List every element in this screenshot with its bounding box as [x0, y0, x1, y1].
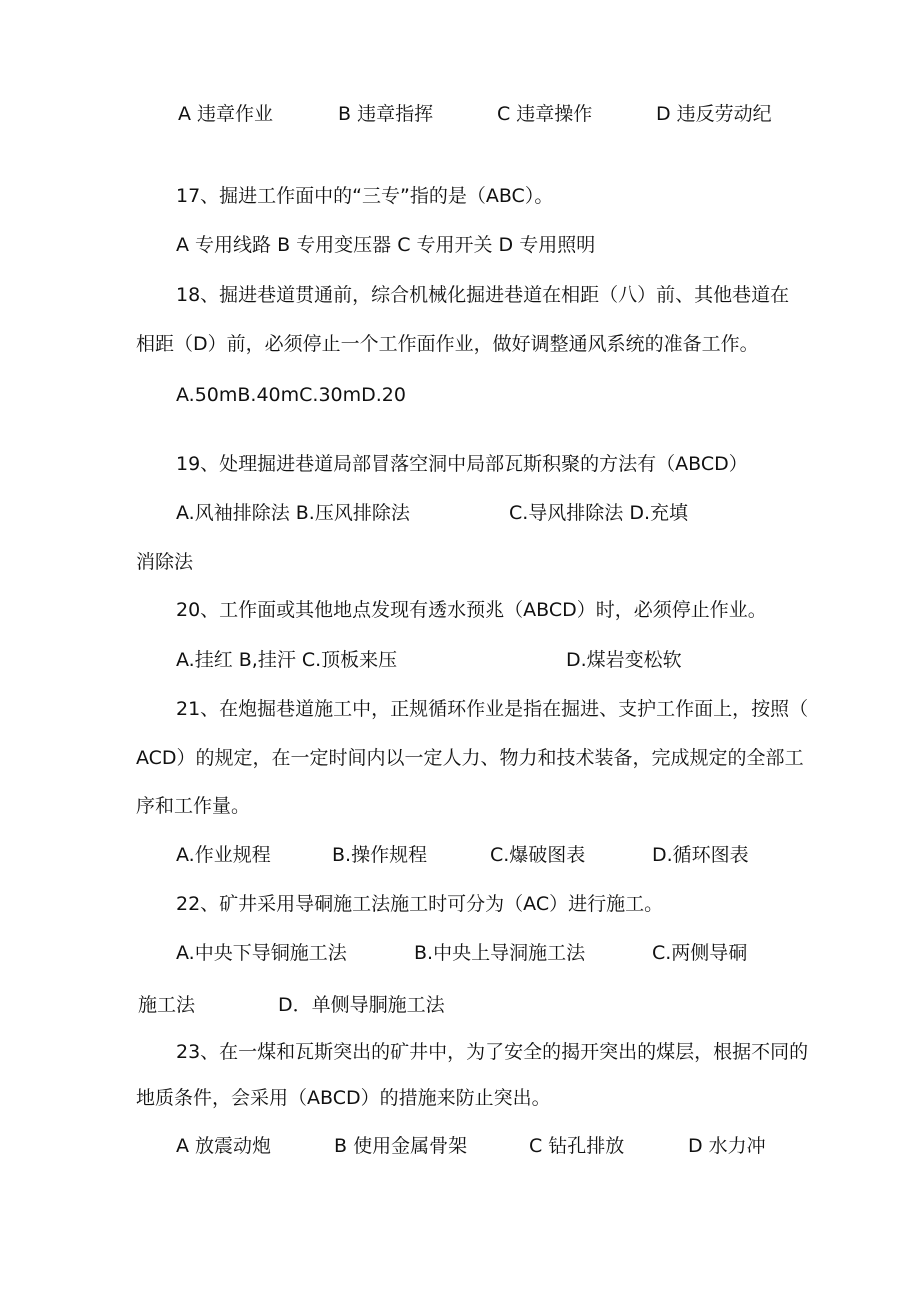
q22-text: 22、矿井采用导硐施工法施工时可分为（AC）进行施工。	[176, 893, 664, 915]
option-b: B 违章指挥	[338, 103, 434, 125]
q19-continuation: 消除法	[136, 551, 194, 573]
option-abc: A.挂红 B,挂汗 C.顶板来压	[176, 649, 398, 671]
option-a: A.中央下导铜施工法	[176, 942, 347, 964]
q18-text-1: 18、掘进巷道贯通前，综合机械化掘进巷道在相距（八）前、其他巷道在	[176, 284, 790, 306]
q21-text-1: 21、在炮掘巷道施工中，正规循环作业是指在掘进、支护工作面上，按照（	[176, 698, 809, 720]
option-d: D．单侧导胴施工法	[278, 994, 445, 1016]
option-a: A.作业规程	[176, 844, 271, 866]
option-c: C.两侧导硐	[652, 942, 748, 964]
option-c: C 钻孔排放	[529, 1135, 625, 1157]
option-c: C 违章操作	[497, 103, 593, 125]
q19-text: 19、处理掘进巷道局部冒落空洞中局部瓦斯积聚的方法有（ABCD）	[176, 453, 748, 475]
option-b: B 使用金属骨架	[334, 1135, 468, 1157]
option-d: D 水力冲	[688, 1135, 766, 1157]
q21-text-3: 序和工作量。	[136, 795, 251, 817]
q23-text-1: 23、在一煤和瓦斯突出的矿井中，为了安全的揭开突出的煤层，根据不同的	[176, 1041, 809, 1063]
option-a: A 违章作业	[178, 103, 274, 125]
q17-text: 17、掘进工作面中的“三专”指的是（ABC）。	[176, 185, 554, 207]
q18-text-2: 相距（D）前，必须停止一个工作面作业，做好调整通风系统的准备工作。	[136, 333, 759, 355]
q17-options: A 专用线路 B 专用变压器 C 专用开关 D 专用照明	[176, 234, 596, 256]
q23-text-2: 地质条件，会采用（ABCD）的措施来防止突出。	[136, 1087, 551, 1109]
q20-text: 20、工作面或其他地点发现有透水预兆（ABCD）时，必须停止作业。	[176, 599, 767, 621]
option-d: D.煤岩变松软	[566, 649, 682, 671]
option-c-cont: 施工法	[138, 994, 196, 1016]
q18-options: A.50mB.40mC.30mD.20	[176, 384, 406, 406]
option-d: D.循环图表	[652, 844, 749, 866]
option-b: B.中央上导洞施工法	[414, 942, 586, 964]
option-d: D 违反劳动纪	[656, 103, 772, 125]
q21-text-2: ACD）的规定，在一定时间内以一定人力、物力和技术装备，完成规定的全部工	[136, 747, 804, 769]
option-a: A 放震动炮	[176, 1135, 272, 1157]
option-b: B.操作规程	[332, 844, 428, 866]
option-ab: A.风袖排除法 B.压风排除法	[176, 502, 410, 524]
option-c: C.爆破图表	[490, 844, 586, 866]
option-cd: C.导风排除法 D.充填	[509, 502, 689, 524]
